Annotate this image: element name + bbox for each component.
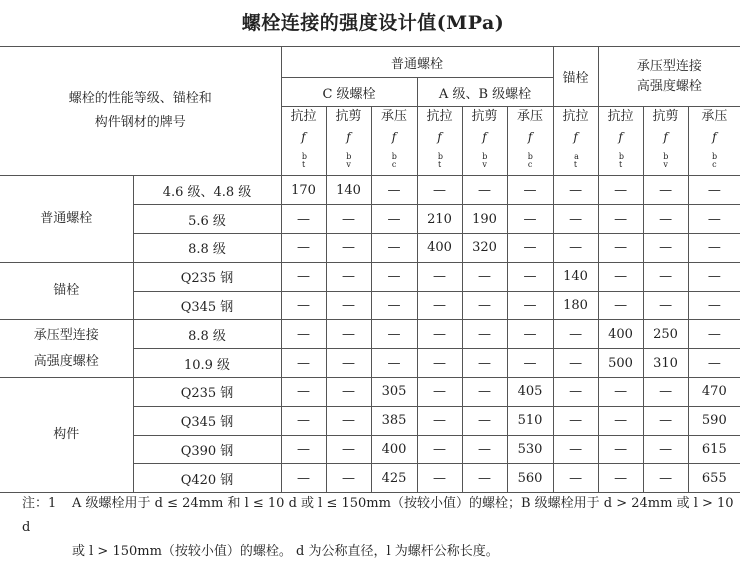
value-cell: — <box>417 464 462 493</box>
value-cell: — <box>462 435 507 464</box>
value-cell: 385 <box>371 406 417 435</box>
header-anchor-bolt: 锚栓 <box>553 47 598 107</box>
value-cell: — <box>371 205 417 234</box>
value-cell: — <box>598 464 643 493</box>
column-header <box>281 107 326 176</box>
column-symbol: f $^b_t$ <box>618 130 625 170</box>
group-name-line1: 承压型连接 <box>33 327 99 343</box>
corner-label-line2: 构件钢材的牌号 <box>94 115 186 131</box>
column-label: 抗拉 <box>562 109 589 124</box>
value-cell: — <box>371 291 417 320</box>
value-cell: — <box>326 377 371 406</box>
value-cell: — <box>462 406 507 435</box>
value-cell: — <box>507 262 553 291</box>
value-cell: — <box>462 176 507 205</box>
value-cell: 470 <box>688 377 740 406</box>
value-cell: — <box>643 406 688 435</box>
table-row <box>0 262 740 291</box>
column-header <box>326 107 371 176</box>
value-cell: — <box>643 377 688 406</box>
value-cell: 405 <box>507 377 553 406</box>
value-cell: — <box>643 464 688 493</box>
column-symbol: f $^b_v$ <box>482 130 488 170</box>
value-cell: — <box>281 377 326 406</box>
value-cell: 180 <box>553 291 598 320</box>
value-cell: — <box>462 262 507 291</box>
value-cell: — <box>371 320 417 349</box>
table-title: 螺栓连接的强度设计值(MPa) <box>241 12 505 34</box>
value-cell: — <box>281 205 326 234</box>
value-cell: — <box>507 320 553 349</box>
column-label: 抗拉 <box>426 109 453 124</box>
value-cell: 250 <box>643 320 688 349</box>
group-name <box>0 176 133 262</box>
value-cell: — <box>507 176 553 205</box>
value-cell: — <box>598 435 643 464</box>
value-cell: — <box>598 205 643 234</box>
bearing-label-line1: 承压型连接 <box>636 58 702 74</box>
value-cell: — <box>326 406 371 435</box>
value-cell: — <box>281 262 326 291</box>
value-cell: — <box>507 291 553 320</box>
note-lead: 注：1 <box>22 496 57 511</box>
value-cell: 210 <box>417 205 462 234</box>
value-cell: — <box>326 233 371 262</box>
value-cell: — <box>688 349 740 378</box>
column-label: 抗剪 <box>652 109 679 124</box>
value-cell: — <box>553 176 598 205</box>
column-symbol: f $^b_c$ <box>391 130 397 170</box>
value-cell: — <box>688 262 740 291</box>
value-cell: — <box>598 176 643 205</box>
value-cell: — <box>598 377 643 406</box>
grade-cell: Q235 钢 <box>133 262 281 291</box>
value-cell: — <box>598 262 643 291</box>
column-label: 承压 <box>701 109 728 124</box>
column-symbol: f $^a_t$ <box>573 130 579 170</box>
value-cell: 190 <box>462 205 507 234</box>
column-symbol: f $^b_c$ <box>527 130 533 170</box>
column-symbol: f $^b_v$ <box>663 130 669 170</box>
table-row <box>0 176 740 205</box>
value-cell: — <box>417 320 462 349</box>
value-cell: — <box>553 435 598 464</box>
value-cell: — <box>553 377 598 406</box>
value-cell: — <box>553 320 598 349</box>
value-cell: — <box>462 349 507 378</box>
column-label: 抗拉 <box>607 109 634 124</box>
value-cell: 425 <box>371 464 417 493</box>
value-cell: — <box>598 233 643 262</box>
value-cell: 400 <box>598 320 643 349</box>
value-cell: — <box>281 435 326 464</box>
table-row <box>0 320 740 349</box>
value-cell: 320 <box>462 233 507 262</box>
column-symbol: f $^b_t$ <box>301 130 307 170</box>
bearing-label-line2: 高强度螺栓 <box>636 78 702 94</box>
value-cell: — <box>643 262 688 291</box>
value-cell: — <box>462 320 507 349</box>
value-cell: — <box>281 406 326 435</box>
value-cell: — <box>371 176 417 205</box>
group-name-line1: 锚栓 <box>53 283 80 299</box>
value-cell: — <box>326 320 371 349</box>
value-cell: — <box>281 464 326 493</box>
column-label: 抗剪 <box>335 109 362 124</box>
grade-cell: Q345 钢 <box>133 291 281 320</box>
value-cell: 615 <box>688 435 740 464</box>
column-header <box>462 107 507 176</box>
value-cell: — <box>326 349 371 378</box>
value-cell: — <box>417 262 462 291</box>
value-cell: — <box>553 349 598 378</box>
value-cell: — <box>371 349 417 378</box>
value-cell: — <box>553 464 598 493</box>
grade-cell: 10.9 级 <box>133 349 281 378</box>
column-symbol: f $^b_t$ <box>437 130 443 170</box>
header-ab-grade: A 级、B 级螺栓 <box>417 78 553 107</box>
value-cell: — <box>688 291 740 320</box>
value-cell: — <box>553 233 598 262</box>
value-cell: — <box>462 464 507 493</box>
value-cell: — <box>326 464 371 493</box>
value-cell: — <box>371 233 417 262</box>
value-cell: — <box>326 205 371 234</box>
value-cell: — <box>417 176 462 205</box>
value-cell: — <box>417 291 462 320</box>
value-cell: — <box>688 205 740 234</box>
value-cell: — <box>462 377 507 406</box>
value-cell: — <box>507 349 553 378</box>
value-cell: — <box>281 233 326 262</box>
header-ordinary-bolt: 普通螺栓 <box>281 47 553 78</box>
footnote <box>22 492 742 564</box>
value-cell: — <box>417 349 462 378</box>
value-cell: 310 <box>643 349 688 378</box>
column-label: 承压 <box>381 109 408 124</box>
value-cell: 590 <box>688 406 740 435</box>
value-cell: 400 <box>371 435 417 464</box>
corner-label-line1: 螺栓的性能等级、锚栓和 <box>68 91 212 107</box>
group-name-line1: 构件 <box>53 427 80 443</box>
header-bearing-hs-bolt <box>598 47 740 107</box>
value-cell: 140 <box>553 262 598 291</box>
grade-cell: 5.6 级 <box>133 205 281 234</box>
grade-cell: Q345 钢 <box>133 406 281 435</box>
value-cell: — <box>417 406 462 435</box>
column-header <box>507 107 553 176</box>
table-row <box>0 377 740 406</box>
value-cell: — <box>507 205 553 234</box>
column-label: 承压 <box>517 109 544 124</box>
grade-cell: Q235 钢 <box>133 377 281 406</box>
value-cell: 170 <box>281 176 326 205</box>
grade-cell: Q420 钢 <box>133 464 281 493</box>
value-cell: 510 <box>507 406 553 435</box>
value-cell: — <box>643 291 688 320</box>
value-cell: — <box>281 349 326 378</box>
note-line1: A 级螺栓用于 d ≤ 24mm 和 l ≤ 10 d 或 l ≤ 150mm（按较小值）的螺栓；B 级螺栓用于 d > 24mm 或 l > 10 d <box>22 496 734 535</box>
value-cell: — <box>281 320 326 349</box>
group-name-line2: 高强度螺栓 <box>33 353 99 369</box>
value-cell: — <box>643 205 688 234</box>
value-cell: — <box>643 233 688 262</box>
value-cell: — <box>643 176 688 205</box>
grade-cell: 8.8 级 <box>133 320 281 349</box>
grade-cell: 4.6 级、4.8 级 <box>133 176 281 205</box>
column-symbol: f $^b_c$ <box>712 130 718 170</box>
group-name <box>0 377 133 492</box>
value-cell: — <box>688 176 740 205</box>
value-cell: — <box>553 205 598 234</box>
value-cell: — <box>462 291 507 320</box>
grade-cell: Q390 钢 <box>133 435 281 464</box>
grade-cell: 8.8 级 <box>133 233 281 262</box>
column-header <box>598 107 643 176</box>
value-cell: 305 <box>371 377 417 406</box>
value-cell: — <box>643 435 688 464</box>
value-cell: — <box>417 435 462 464</box>
group-name <box>0 320 133 378</box>
value-cell: — <box>371 262 417 291</box>
value-cell: — <box>507 233 553 262</box>
group-name <box>0 262 133 320</box>
value-cell: — <box>326 291 371 320</box>
strength-design-table <box>0 46 740 493</box>
value-cell: — <box>688 320 740 349</box>
value-cell: — <box>553 406 598 435</box>
value-cell: — <box>598 291 643 320</box>
value-cell: 500 <box>598 349 643 378</box>
header-c-grade: C 级螺栓 <box>281 78 417 107</box>
value-cell: — <box>326 435 371 464</box>
note-line2: 或 l > 150mm（按较小值）的螺栓。 d 为公称直径，l 为螺杆公称长度。 <box>72 544 499 559</box>
value-cell: — <box>326 262 371 291</box>
column-header <box>371 107 417 176</box>
group-name-line1: 普通螺栓 <box>40 211 93 227</box>
column-symbol: f $^b_v$ <box>346 130 352 170</box>
header-corner <box>0 47 281 176</box>
value-cell: 140 <box>326 176 371 205</box>
value-cell: 530 <box>507 435 553 464</box>
column-label: 抗拉 <box>290 109 317 124</box>
column-header <box>553 107 598 176</box>
value-cell: — <box>598 406 643 435</box>
value-cell: — <box>688 233 740 262</box>
value-cell: — <box>281 291 326 320</box>
column-header <box>643 107 688 176</box>
column-label: 抗剪 <box>471 109 498 124</box>
column-header <box>688 107 740 176</box>
value-cell: 655 <box>688 464 740 493</box>
value-cell: 400 <box>417 233 462 262</box>
column-header <box>417 107 462 176</box>
value-cell: 560 <box>507 464 553 493</box>
value-cell: — <box>417 377 462 406</box>
